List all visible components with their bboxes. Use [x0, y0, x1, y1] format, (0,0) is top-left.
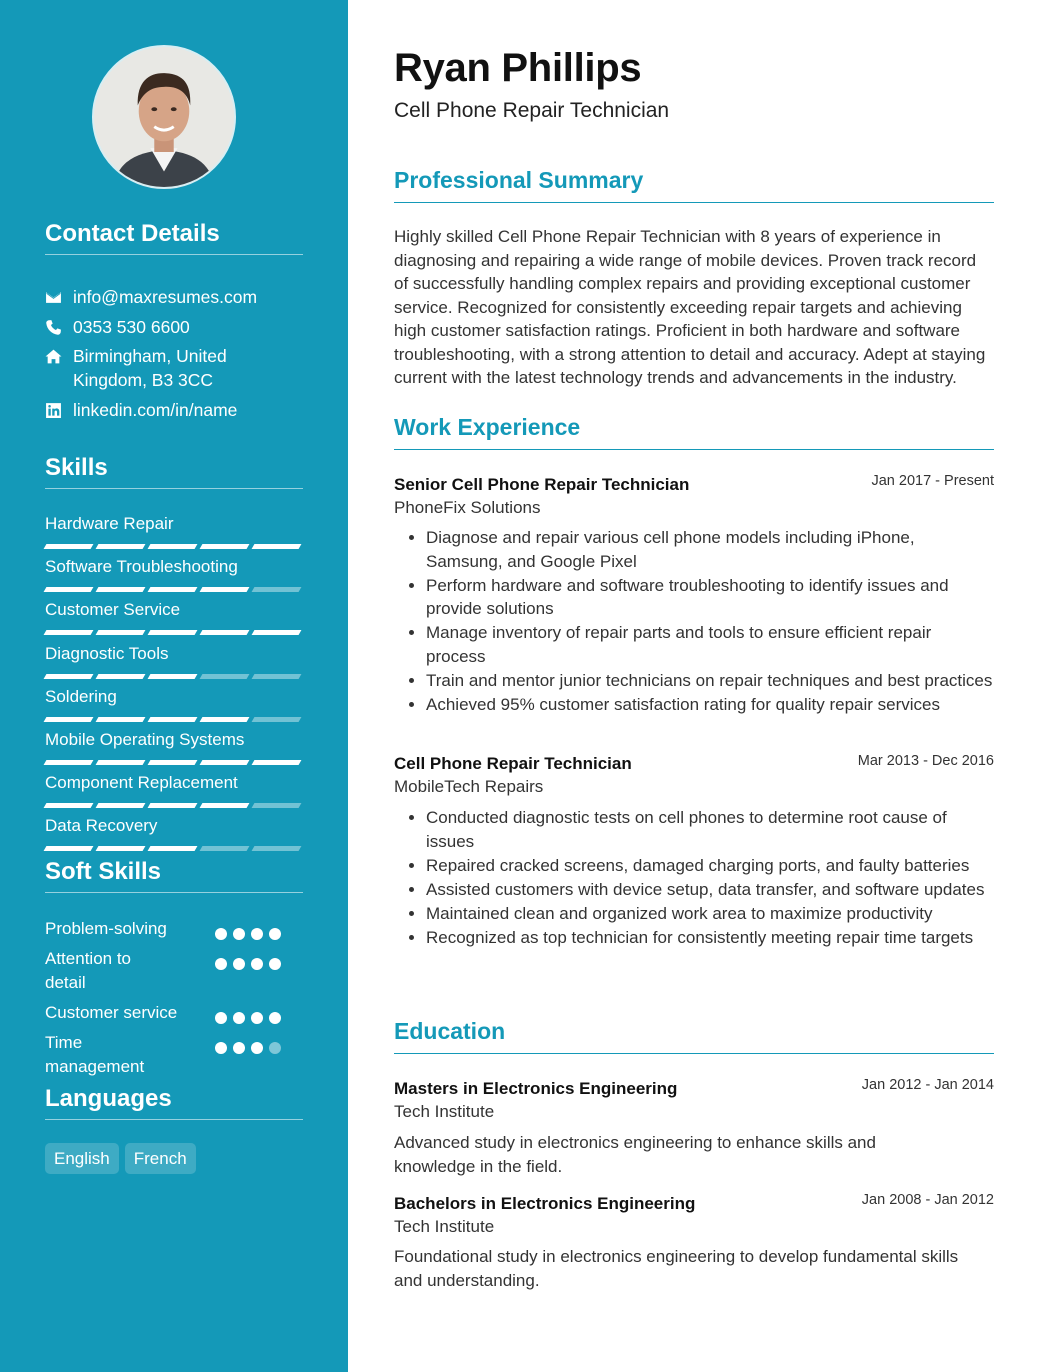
soft-skill-rating — [215, 953, 287, 977]
job-dates: Jan 2017 - Present — [871, 473, 994, 489]
languages-heading: Languages — [45, 1085, 303, 1120]
skill-level-bar — [45, 846, 303, 851]
skill-level-segment — [96, 674, 146, 679]
skill-item — [45, 643, 303, 679]
soft-skill-label: Problem-solving — [45, 919, 167, 938]
school-name: Tech Institute — [394, 1217, 495, 1236]
skill-level-segment — [252, 803, 302, 808]
education-heading: Education — [394, 1018, 994, 1054]
soft-skill-label: Customer service — [45, 1003, 178, 1022]
rating-dot — [251, 1012, 263, 1024]
rating-dot — [233, 1042, 245, 1054]
soft-skill-item — [45, 917, 305, 941]
job-company: PhoneFix Solutions — [394, 498, 541, 517]
avatar-photo — [94, 47, 234, 187]
job-title: Senior Cell Phone Repair Technician — [394, 475, 690, 494]
list-item: • Achieved 95% customer satisfaction rating for quality repair services — [426, 693, 994, 717]
rating-dot — [251, 958, 263, 970]
skill-level-segment — [252, 544, 302, 549]
skill-level-segment — [148, 544, 198, 549]
list-item: • Recognized as top technician for consistently meeting repair time targets — [426, 926, 994, 950]
skill-level-segment — [96, 717, 146, 722]
skill-level-segment — [44, 717, 94, 722]
skill-item — [45, 729, 303, 765]
skill-level-segment — [96, 587, 146, 592]
contact-phone[interactable] — [45, 315, 305, 339]
skill-level-segment — [96, 760, 146, 765]
skill-level-segment — [148, 760, 198, 765]
rating-dot — [269, 958, 281, 970]
skill-level-bar — [45, 544, 303, 549]
skill-label: Software Troubleshooting — [45, 557, 238, 577]
rating-dot — [269, 1042, 281, 1054]
skill-level-segment — [200, 846, 250, 851]
skill-level-segment — [44, 544, 94, 549]
contact-email[interactable] — [45, 285, 305, 309]
contact-address-text: Birmingham, United Kingdom, B3 3CC — [73, 346, 227, 390]
language-tag: French — [125, 1143, 196, 1174]
skill-level-segment — [96, 803, 146, 808]
contact-heading: Contact Details — [45, 220, 303, 255]
skill-level-segment — [148, 846, 198, 851]
rating-dot — [251, 928, 263, 940]
list-item: • Manage inventory of repair parts and tools to ensure efficient repair process — [426, 621, 994, 668]
candidate-title: Cell Phone Repair Technician — [394, 99, 670, 122]
skill-level-segment — [200, 674, 250, 679]
rating-dot — [215, 928, 227, 940]
skill-level-segment — [148, 717, 198, 722]
skill-level-bar — [45, 630, 303, 635]
phone-icon — [45, 315, 73, 339]
job-bullets — [426, 806, 994, 950]
skill-level-segment — [96, 846, 146, 851]
soft-skill-rating — [215, 923, 287, 947]
skill-level-bar — [45, 587, 303, 592]
rating-dot — [269, 928, 281, 940]
skill-level-bar — [45, 803, 303, 808]
skill-level-segment — [200, 544, 250, 549]
list-item: • Perform hardware and software troubleshooting to identify issues and provide solutions — [426, 574, 994, 621]
rating-dot — [269, 1012, 281, 1024]
skill-item — [45, 815, 303, 851]
contact-phone-text: 0353 530 6600 — [73, 317, 190, 337]
list-item: • Maintained clean and organized work area to maximize productivity — [426, 902, 994, 926]
skill-level-segment — [200, 760, 250, 765]
sidebar — [0, 0, 348, 1372]
soft-skill-item — [45, 1001, 305, 1025]
skill-label: Diagnostic Tools — [45, 643, 169, 663]
avatar — [92, 45, 236, 189]
language-tag: English — [45, 1143, 119, 1174]
skill-level-segment — [252, 587, 302, 592]
soft-skill-item — [45, 1031, 305, 1079]
degree-dates: Jan 2008 - Jan 2012 — [861, 1192, 994, 1208]
skill-level-segment — [200, 587, 250, 592]
skill-item — [45, 772, 303, 808]
soft-skill-item — [45, 947, 305, 995]
soft-skill-label: Attention to detail — [45, 949, 132, 992]
skill-level-segment — [44, 760, 94, 765]
rating-dot — [215, 958, 227, 970]
home-icon — [45, 344, 73, 368]
rating-dot — [233, 928, 245, 940]
degree-description: Advanced study in electronics engineering to enhance skills and knowledge in the field. — [394, 1133, 876, 1176]
skill-level-segment — [44, 674, 94, 679]
skill-level-segment — [252, 846, 302, 851]
job-dates: Mar 2013 - Dec 2016 — [857, 753, 994, 769]
skill-level-segment — [252, 674, 302, 679]
soft-skills-heading: Soft Skills — [45, 858, 303, 893]
envelope-icon — [45, 285, 73, 309]
skill-item — [45, 686, 303, 722]
rating-dot — [233, 1012, 245, 1024]
skill-level-segment — [148, 803, 198, 808]
list-item: • Conducted diagnostic tests on cell phones to determine root cause of issues — [426, 806, 994, 853]
contact-address — [45, 344, 305, 392]
skill-level-segment — [44, 630, 94, 635]
candidate-name: Ryan Phillips — [394, 46, 642, 90]
skill-label: Customer Service — [45, 600, 181, 620]
skill-label: Data Recovery — [45, 816, 158, 836]
skill-level-segment — [44, 803, 94, 808]
job-bullets — [426, 526, 994, 717]
linkedin-icon — [45, 398, 73, 422]
soft-skill-rating — [215, 1037, 287, 1061]
skill-label: Mobile Operating Systems — [45, 730, 245, 749]
skill-label: Soldering — [45, 686, 117, 706]
languages-list — [45, 1143, 196, 1174]
skill-level-bar — [45, 717, 303, 722]
skill-label: Component Replacement — [45, 773, 238, 793]
summary-heading: Professional Summary — [394, 167, 994, 203]
skill-label: Hardware Repair — [45, 514, 174, 533]
skill-level-segment — [96, 544, 146, 549]
degree-description: Foundational study in electronics engineering to develop fundamental skills and understanding. — [394, 1247, 959, 1290]
skill-level-segment — [96, 630, 146, 635]
skill-level-segment — [44, 587, 94, 592]
degree-dates: Jan 2012 - Jan 2014 — [861, 1077, 994, 1093]
skill-level-segment — [148, 630, 198, 635]
degree-title: Masters in Electronics Engineering — [394, 1079, 678, 1098]
skill-level-segment — [252, 717, 302, 722]
list-item: • Train and mentor junior technicians on repair techniques and best practices — [426, 669, 994, 693]
experience-heading: Work Experience — [394, 414, 994, 450]
rating-dot — [215, 1012, 227, 1024]
skill-item — [45, 513, 303, 549]
contact-linkedin[interactable] — [45, 398, 305, 422]
skill-level-bar — [45, 760, 303, 765]
rating-dot — [215, 1042, 227, 1054]
rating-dot — [251, 1042, 263, 1054]
job-title: Cell Phone Repair Technician — [394, 754, 632, 773]
degree-title: Bachelors in Electronics Engineering — [394, 1194, 696, 1213]
contact-linkedin-text: linkedin.com/in/name — [73, 400, 238, 420]
rating-dot — [233, 958, 245, 970]
skill-level-segment — [200, 630, 250, 635]
skill-level-bar — [45, 674, 303, 679]
skills-heading: Skills — [45, 454, 303, 489]
soft-skill-label: Time management — [45, 1033, 145, 1076]
skill-item — [45, 599, 303, 635]
skill-level-segment — [200, 803, 250, 808]
summary-text: Highly skilled Cell Phone Repair Technician with 8 years of experience in diagnosing and repairing a wide range of mobile devices. Proven track record of successfully handling complex repairs and providing exceptional customer service. Recognized for consistently exceeding repair targets and achieving high customer satisfaction ratings. Proficient in both hardware and software troubleshooting, with a strong attention to detail and accuracy. Adept at staying current with the latest technology trends and advancements in the industry. — [394, 227, 986, 387]
contact-email-text: info@maxresumes.com — [73, 287, 258, 307]
skill-level-segment — [252, 760, 302, 765]
list-item: • Assisted customers with device setup, data transfer, and software updates — [426, 878, 994, 902]
list-item: • Repaired cracked screens, damaged charging ports, and faulty batteries — [426, 854, 994, 878]
job-company: MobileTech Repairs — [394, 777, 544, 796]
skill-level-segment — [200, 717, 250, 722]
school-name: Tech Institute — [394, 1102, 495, 1121]
skill-level-segment — [148, 587, 198, 592]
skill-item — [45, 556, 303, 592]
list-item: • Diagnose and repair various cell phone models including iPhone, Samsung, and Google Pixel — [426, 526, 994, 573]
soft-skill-rating — [215, 1007, 287, 1031]
skill-level-segment — [44, 846, 94, 851]
skill-level-segment — [252, 630, 302, 635]
skill-level-segment — [148, 674, 198, 679]
